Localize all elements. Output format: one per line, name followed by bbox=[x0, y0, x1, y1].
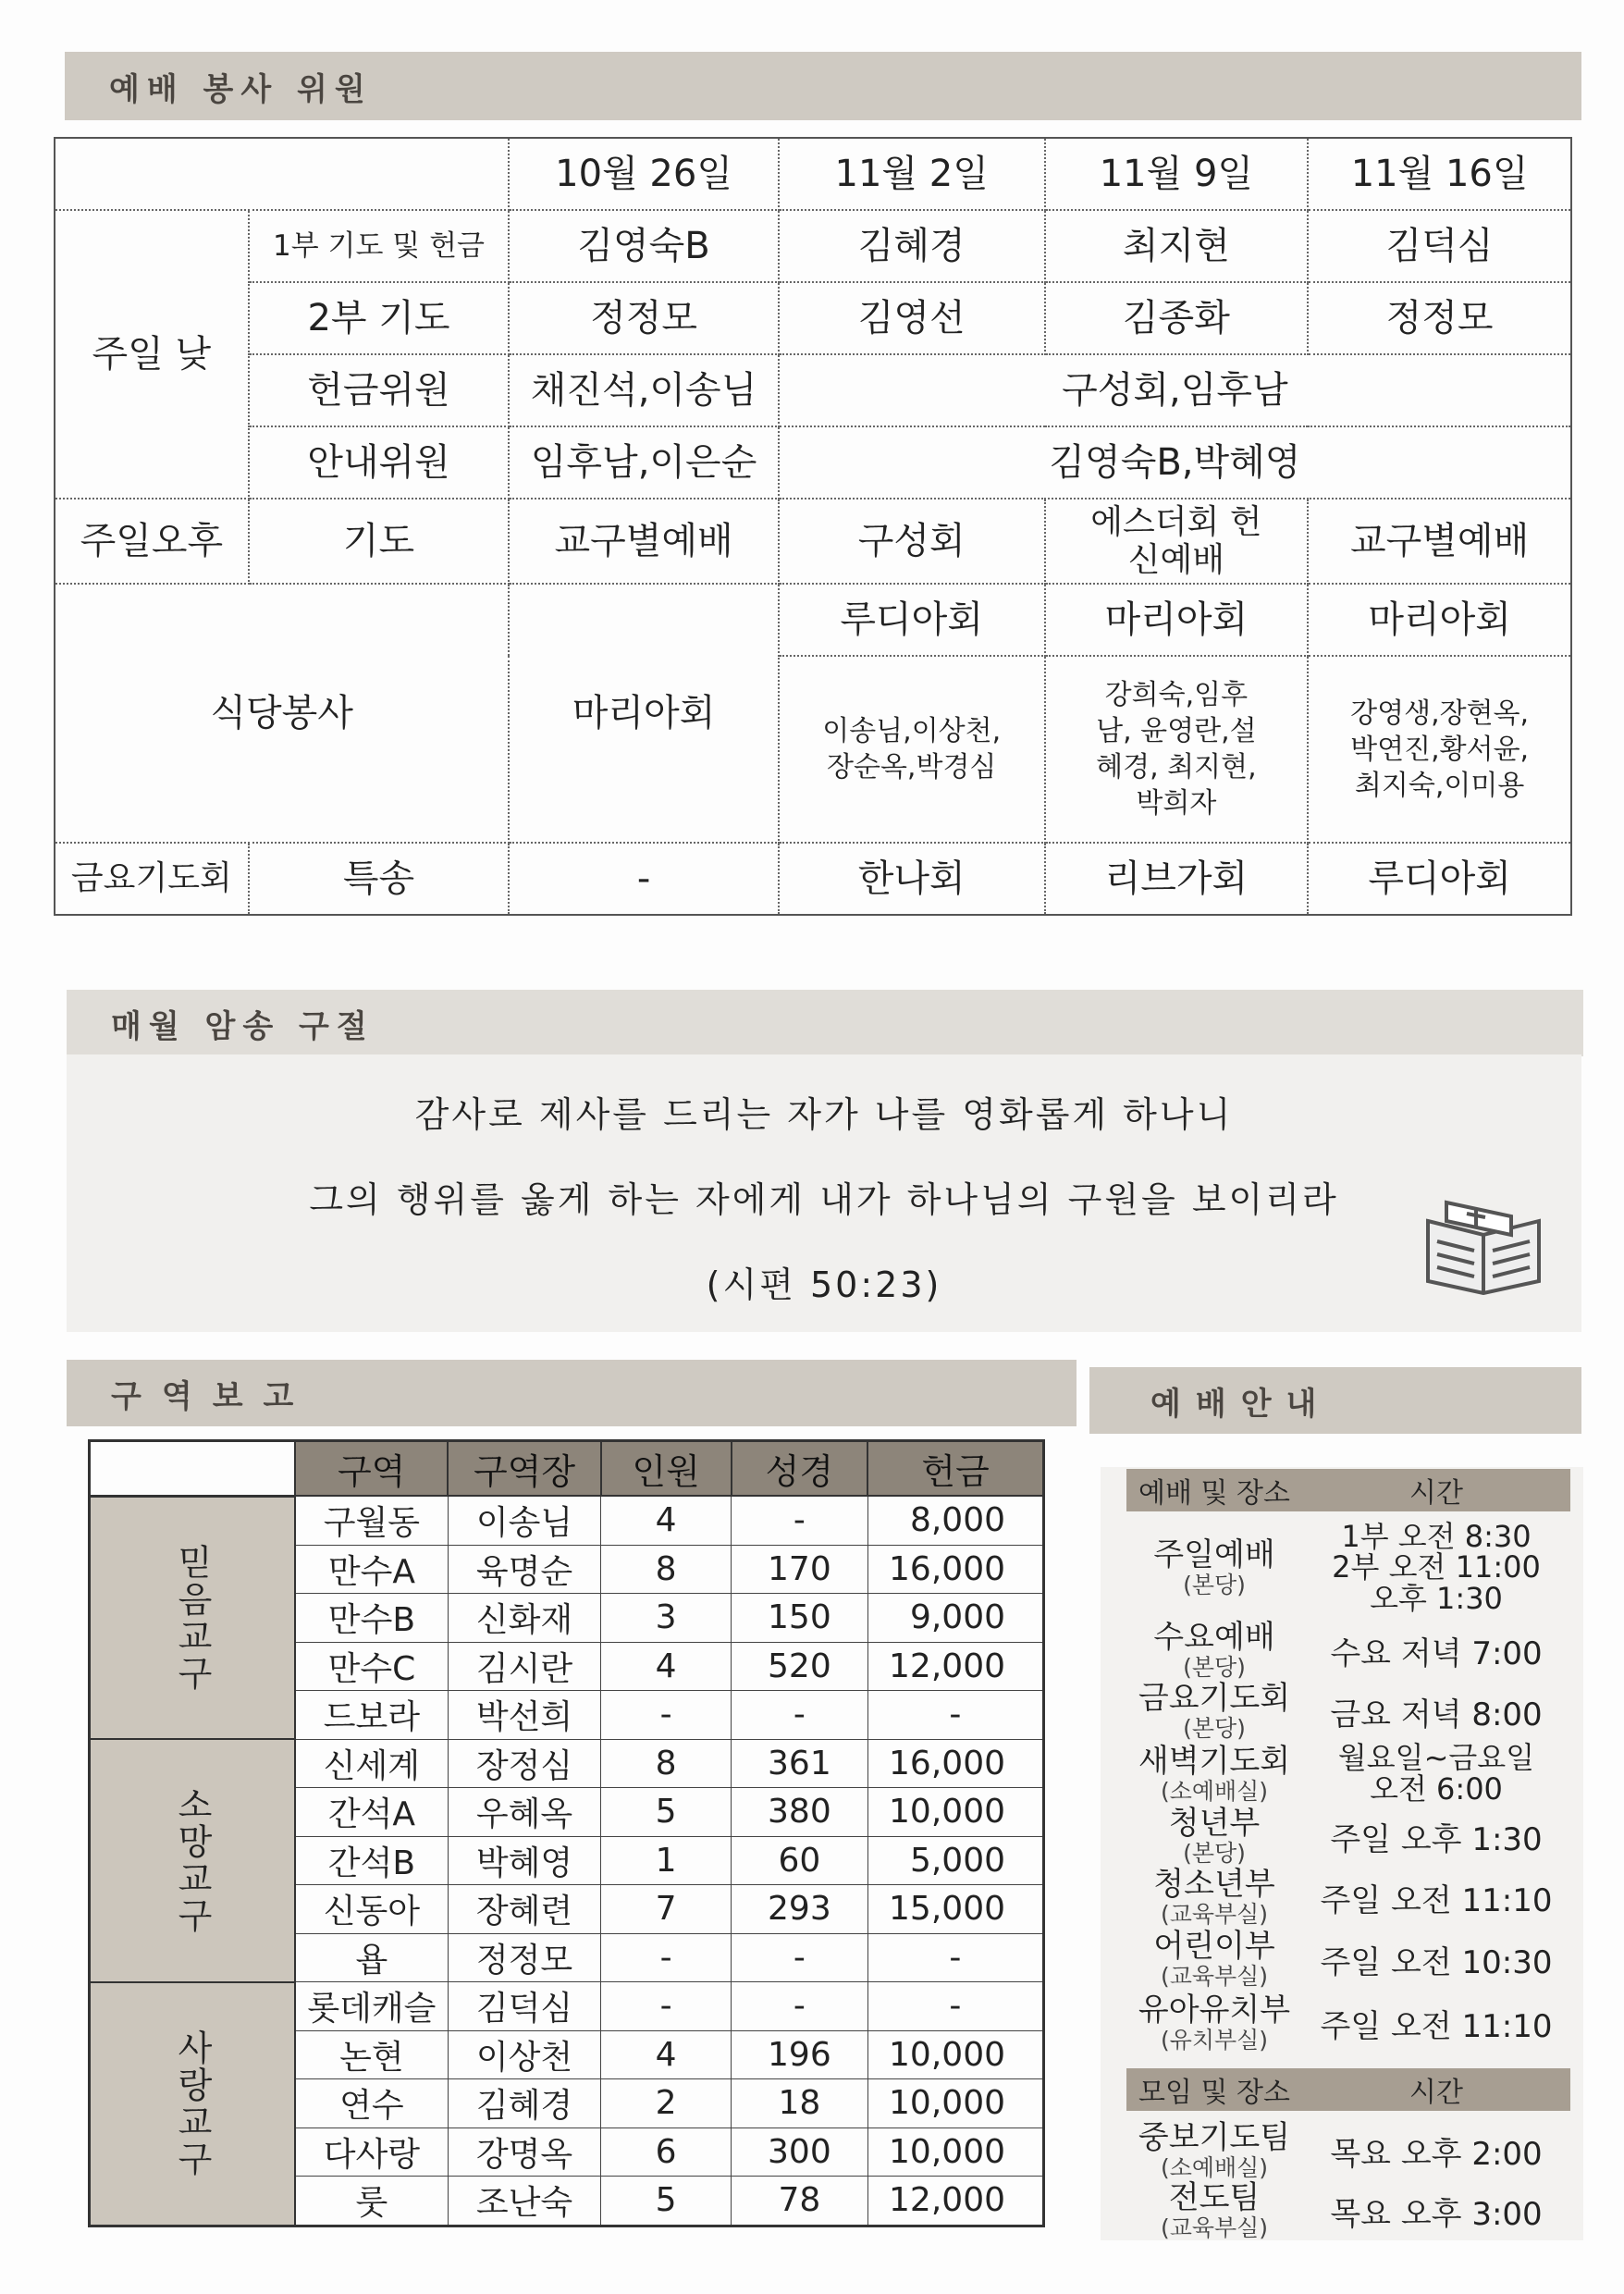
offering-amount: 12,000 bbox=[867, 1642, 1043, 1691]
time-cell bbox=[1302, 1519, 1570, 1617]
time-cell bbox=[1302, 1740, 1570, 1807]
offering-amount: 10,000 bbox=[867, 2079, 1043, 2128]
offering-amount: 5,000 bbox=[867, 1836, 1043, 1885]
attendance: - bbox=[601, 1691, 732, 1740]
row-group-label: 금요기도회 bbox=[55, 843, 249, 915]
leader-name: 신화재 bbox=[448, 1594, 600, 1643]
row-group-label: 주일오후 bbox=[55, 499, 249, 584]
bible-count: 300 bbox=[732, 2128, 868, 2177]
offering-amount: 15,000 bbox=[867, 1885, 1043, 1934]
time-line: 1부 오전 8:30 bbox=[1341, 1518, 1532, 1554]
bible-count: 520 bbox=[732, 1642, 868, 1691]
cell: 한나회 bbox=[779, 843, 1045, 915]
corner-cell bbox=[55, 138, 509, 210]
district-name: 연수 bbox=[295, 2079, 448, 2128]
table-header-row bbox=[90, 1441, 1044, 1497]
cell: 최지현 bbox=[1045, 210, 1309, 282]
bible-count: - bbox=[732, 1691, 868, 1740]
attendance: - bbox=[601, 1982, 732, 2031]
worship-row bbox=[1126, 1740, 1570, 1807]
district-name: 논현 bbox=[295, 2030, 448, 2079]
time-line: 주일 오전 10:30 bbox=[1320, 1943, 1553, 1981]
cell: 김영숙B,박혜영 bbox=[779, 426, 1571, 499]
leader-name: 김덕심 bbox=[448, 1982, 600, 2031]
row-group-label: 식당봉사 bbox=[55, 584, 509, 843]
time-line: 오후 1:30 bbox=[1370, 1580, 1503, 1616]
bible-count: 150 bbox=[732, 1594, 868, 1643]
service-place: (유치부실) bbox=[1160, 2026, 1269, 2054]
bible-count: - bbox=[732, 1933, 868, 1982]
place-cell bbox=[1126, 2178, 1302, 2241]
time-line: 금요 저녁 8:00 bbox=[1330, 1696, 1543, 1733]
district-group-label: 믿음교구 bbox=[90, 1496, 296, 1739]
worship-info bbox=[1101, 1467, 1583, 2240]
cell: 임후남,이은순 bbox=[509, 426, 779, 499]
offering-amount: 10,000 bbox=[867, 2030, 1043, 2079]
blank-header bbox=[90, 1441, 296, 1497]
column-header: 헌금 bbox=[867, 1441, 1043, 1497]
table-row bbox=[55, 138, 1571, 210]
leader-name: 이송님 bbox=[448, 1496, 600, 1545]
offering-amount: 10,000 bbox=[867, 2128, 1043, 2177]
offering-amount: - bbox=[867, 1982, 1043, 2031]
service-place: (소예배실) bbox=[1160, 1777, 1269, 1805]
cell: 김종화 bbox=[1045, 282, 1309, 354]
attendance: 8 bbox=[601, 1545, 732, 1594]
bible-count: 196 bbox=[732, 2030, 868, 2079]
cell: 김영숙B bbox=[509, 210, 779, 282]
column-header: 인원 bbox=[601, 1441, 732, 1497]
bible-count: 380 bbox=[732, 1788, 868, 1837]
cell: 정정모 bbox=[1308, 282, 1571, 354]
attendance: 5 bbox=[601, 1788, 732, 1837]
service-name: 어린이부 bbox=[1153, 1927, 1275, 1965]
cell: 채진석,이송님 bbox=[509, 354, 779, 426]
district-name: 만수B bbox=[295, 1594, 448, 1643]
table-row bbox=[55, 282, 1571, 354]
cell: 김혜경 bbox=[779, 210, 1045, 282]
cell: - bbox=[509, 843, 779, 915]
cell: 정정모 bbox=[509, 282, 779, 354]
service-name: 전도팀 bbox=[1168, 2178, 1261, 2216]
attendance: 3 bbox=[601, 1594, 732, 1643]
verse-line-2: 그의 행위를 옳게 하는 자에게 내가 하나님의 구원을 보이리라 bbox=[309, 1179, 1339, 1220]
service-place: (교육부실) bbox=[1160, 2214, 1269, 2241]
date-header: 10월 26일 bbox=[509, 138, 779, 210]
bible-count: 60 bbox=[732, 1836, 868, 1885]
offering-amount: 12,000 bbox=[867, 2177, 1043, 2226]
time-cell bbox=[1302, 1621, 1570, 1680]
leader-name: 장정심 bbox=[448, 1739, 600, 1788]
role-label: 특송 bbox=[249, 843, 510, 915]
time-line: 목요 오후 3:00 bbox=[1330, 2195, 1543, 2233]
leader-name: 이상천 bbox=[448, 2030, 600, 2079]
service-place: (본당) bbox=[1183, 1839, 1246, 1867]
role-label: 기도 bbox=[249, 499, 510, 584]
leader-name: 박혜영 bbox=[448, 1836, 600, 1885]
table-row bbox=[55, 584, 1571, 656]
district-name: 신세계 bbox=[295, 1739, 448, 1788]
cell: 루디아회 bbox=[1308, 843, 1571, 915]
cell: 구성회,임후남 bbox=[779, 354, 1571, 426]
district-name: 룻 bbox=[295, 2177, 448, 2226]
attendance: 1 bbox=[601, 1836, 732, 1885]
time-cell bbox=[1302, 1991, 1570, 2055]
time-line: 2부 오전 11:00 bbox=[1332, 1549, 1541, 1585]
offering-amount: - bbox=[867, 1933, 1043, 1982]
cell: 에스더회 헌신예배 bbox=[1045, 499, 1309, 584]
bible-count: - bbox=[732, 1496, 868, 1545]
cell: 마리아회 bbox=[1045, 584, 1309, 656]
time-line: 월요일~금요일 bbox=[1337, 1740, 1535, 1776]
service-name: 금요기도회 bbox=[1138, 1679, 1291, 1717]
district-name: 간석A bbox=[295, 1788, 448, 1837]
worship-row bbox=[1126, 2118, 1570, 2181]
service-place: (본당) bbox=[1183, 1653, 1246, 1681]
place-cell bbox=[1126, 1991, 1302, 2055]
table-row bbox=[55, 210, 1571, 282]
attendance: 7 bbox=[601, 1885, 732, 1934]
attendance: 4 bbox=[601, 1642, 732, 1691]
worship-row bbox=[1126, 1679, 1570, 1742]
service-name: 유아유치부 bbox=[1138, 1991, 1291, 2029]
leader-name: 김혜경 bbox=[448, 2079, 600, 2128]
time-line: 주일 오전 11:10 bbox=[1320, 1881, 1553, 1919]
attendance: 4 bbox=[601, 2030, 732, 2079]
district-section-title: 구역보고 bbox=[67, 1360, 1077, 1426]
table-row bbox=[55, 843, 1571, 915]
worship-table-header bbox=[1126, 1469, 1570, 1511]
offering-amount: - bbox=[867, 1691, 1043, 1740]
service-name: 새벽기도회 bbox=[1138, 1742, 1291, 1780]
member-list: 강희숙,임후남, 윤영란,설혜경, 최지현,박희자 bbox=[1045, 656, 1309, 843]
bible-icon bbox=[1419, 1193, 1548, 1295]
district-table bbox=[88, 1439, 1045, 2227]
attendance: 8 bbox=[601, 1739, 732, 1788]
time-line: 수요 저녁 7:00 bbox=[1330, 1634, 1543, 1672]
service-name: 청년부 bbox=[1168, 1804, 1261, 1842]
place-cell bbox=[1126, 1743, 1302, 1806]
role-label: 헌금위원 bbox=[249, 354, 510, 426]
offering-amount: 16,000 bbox=[867, 1739, 1043, 1788]
table-row bbox=[55, 354, 1571, 426]
verse-section-title: 매월 암송 구절 bbox=[67, 990, 1583, 1056]
attendance: 2 bbox=[601, 2079, 732, 2128]
cell: 교구별예배 bbox=[509, 499, 779, 584]
leader-name: 육명순 bbox=[448, 1545, 600, 1594]
cell: 리브가회 bbox=[1045, 843, 1309, 915]
date-header: 11월 2일 bbox=[779, 138, 1045, 210]
member-list: 강영생,장현옥, 박연진,황서윤, 최지숙,이미용 bbox=[1308, 656, 1571, 843]
time-line: 주일 오후 1:30 bbox=[1330, 1820, 1543, 1858]
leader-name: 정정모 bbox=[448, 1933, 600, 1982]
leader-name: 박선희 bbox=[448, 1691, 600, 1740]
header-place: 예배 및 장소 bbox=[1138, 1477, 1290, 1510]
time-cell bbox=[1302, 1807, 1570, 1865]
row-group-label: 주일 낮 bbox=[55, 210, 249, 499]
worship-row bbox=[1126, 2178, 1570, 2241]
table-row bbox=[55, 499, 1571, 584]
header-time: 시간 bbox=[1409, 1477, 1463, 1510]
service-name: 수요예배 bbox=[1153, 1618, 1275, 1656]
meeting-table-header bbox=[1126, 2068, 1570, 2111]
worship-row bbox=[1126, 1519, 1570, 1617]
role-label: 1부 기도 및 헌금 bbox=[249, 210, 510, 282]
leader-name: 강명옥 bbox=[448, 2128, 600, 2177]
place-cell bbox=[1126, 1519, 1302, 1617]
bible-count: - bbox=[732, 1982, 868, 2031]
serving-table bbox=[54, 137, 1572, 916]
district-name: 간석B bbox=[295, 1836, 448, 1885]
district-group-label: 사랑교구 bbox=[90, 1982, 296, 2226]
service-place: (소예배실) bbox=[1160, 2153, 1269, 2181]
district-name: 다사랑 bbox=[295, 2128, 448, 2177]
time-cell bbox=[1302, 2122, 1570, 2179]
table-row bbox=[90, 1982, 1044, 2031]
leader-name: 장혜련 bbox=[448, 1885, 600, 1934]
district-name: 신동아 bbox=[295, 1885, 448, 1934]
place-cell bbox=[1126, 1867, 1302, 1928]
attendance: - bbox=[601, 1933, 732, 1982]
cell: 교구별예배 bbox=[1308, 499, 1571, 584]
worship-section-title: 예배안내 bbox=[1089, 1367, 1581, 1434]
service-place: (본당) bbox=[1183, 1714, 1246, 1742]
date-header: 11월 9일 bbox=[1045, 138, 1309, 210]
leader-name: 우혜옥 bbox=[448, 1788, 600, 1837]
column-header: 구역장 bbox=[448, 1441, 600, 1497]
district-name: 만수A bbox=[295, 1545, 448, 1594]
member-list: 이송님,이상천, 장순옥,박경심 bbox=[779, 656, 1045, 843]
worship-row bbox=[1126, 1991, 1570, 2055]
offering-amount: 10,000 bbox=[867, 1788, 1043, 1837]
district-name: 드보라 bbox=[295, 1691, 448, 1740]
cell: 구성회 bbox=[779, 499, 1045, 584]
bible-count: 78 bbox=[732, 2177, 868, 2226]
attendance: 6 bbox=[601, 2128, 732, 2177]
attendance: 4 bbox=[601, 1496, 732, 1545]
time-cell bbox=[1302, 1682, 1570, 1741]
bible-count: 18 bbox=[732, 2079, 868, 2128]
place-cell bbox=[1126, 1927, 1302, 1990]
header-time: 시간 bbox=[1409, 2077, 1463, 2109]
time-line: 주일 오전 11:10 bbox=[1320, 2007, 1553, 2045]
district-name: 구월동 bbox=[295, 1496, 448, 1545]
service-place: (교육부실) bbox=[1160, 1962, 1269, 1990]
bible-count: 361 bbox=[732, 1739, 868, 1788]
service-name: 주일예배 bbox=[1153, 1536, 1275, 1573]
time-line: 오전 6:00 bbox=[1370, 1771, 1503, 1807]
verse-line-1: 감사로 제사를 드리는 자가 나를 영화롭게 하나니 bbox=[414, 1094, 1234, 1135]
leader-name: 조난숙 bbox=[448, 2177, 600, 2226]
table-row bbox=[90, 1496, 1044, 1545]
worship-row bbox=[1126, 1867, 1570, 1928]
column-header: 성경 bbox=[732, 1441, 868, 1497]
cell: 마리아회 bbox=[1308, 584, 1571, 656]
worship-row bbox=[1126, 1927, 1570, 1990]
offering-amount: 8,000 bbox=[867, 1496, 1043, 1545]
bible-count: 170 bbox=[732, 1545, 868, 1594]
date-header: 11월 16일 bbox=[1308, 138, 1571, 210]
offering-amount: 16,000 bbox=[867, 1545, 1043, 1594]
worship-row bbox=[1126, 1618, 1570, 1681]
table-row bbox=[55, 426, 1571, 499]
cell: 김영선 bbox=[779, 282, 1045, 354]
service-place: (교육부실) bbox=[1160, 1900, 1269, 1928]
district-body bbox=[90, 1496, 1044, 2226]
cell: 루디아회 bbox=[779, 584, 1045, 656]
offering-amount: 9,000 bbox=[867, 1594, 1043, 1643]
time-cell bbox=[1302, 2181, 1570, 2240]
place-cell bbox=[1126, 1679, 1302, 1742]
worship-row bbox=[1126, 1804, 1570, 1867]
district-name: 욥 bbox=[295, 1933, 448, 1982]
place-cell bbox=[1126, 1618, 1302, 1681]
cell: 마리아회 bbox=[509, 584, 779, 843]
place-cell bbox=[1126, 2118, 1302, 2181]
serving-section-title: 예배 봉사 위원 bbox=[65, 52, 1581, 120]
header-place: 모임 및 장소 bbox=[1138, 2077, 1290, 2109]
district-name: 만수C bbox=[295, 1642, 448, 1691]
time-cell bbox=[1302, 1867, 1570, 1928]
time-cell bbox=[1302, 1930, 1570, 1989]
leader-name: 김시란 bbox=[448, 1642, 600, 1691]
district-name: 롯데캐슬 bbox=[295, 1982, 448, 2031]
district-group-label: 소망교구 bbox=[90, 1739, 296, 1982]
verse-reference: (시편 50:23) bbox=[706, 1264, 942, 1305]
service-name: 청소년부 bbox=[1153, 1865, 1275, 1903]
table-row bbox=[90, 1739, 1044, 1788]
role-label: 2부 기도 bbox=[249, 282, 510, 354]
time-line: 목요 오후 2:00 bbox=[1330, 2135, 1543, 2173]
service-place: (본당) bbox=[1183, 1571, 1246, 1598]
place-cell bbox=[1126, 1804, 1302, 1867]
service-name: 중보기도팀 bbox=[1138, 2118, 1291, 2156]
attendance: 5 bbox=[601, 2177, 732, 2226]
cell: 김덕심 bbox=[1308, 210, 1571, 282]
bible-count: 293 bbox=[732, 1885, 868, 1934]
column-header: 구역 bbox=[295, 1441, 448, 1497]
role-label: 안내위원 bbox=[249, 426, 510, 499]
verse-box bbox=[67, 1054, 1581, 1332]
